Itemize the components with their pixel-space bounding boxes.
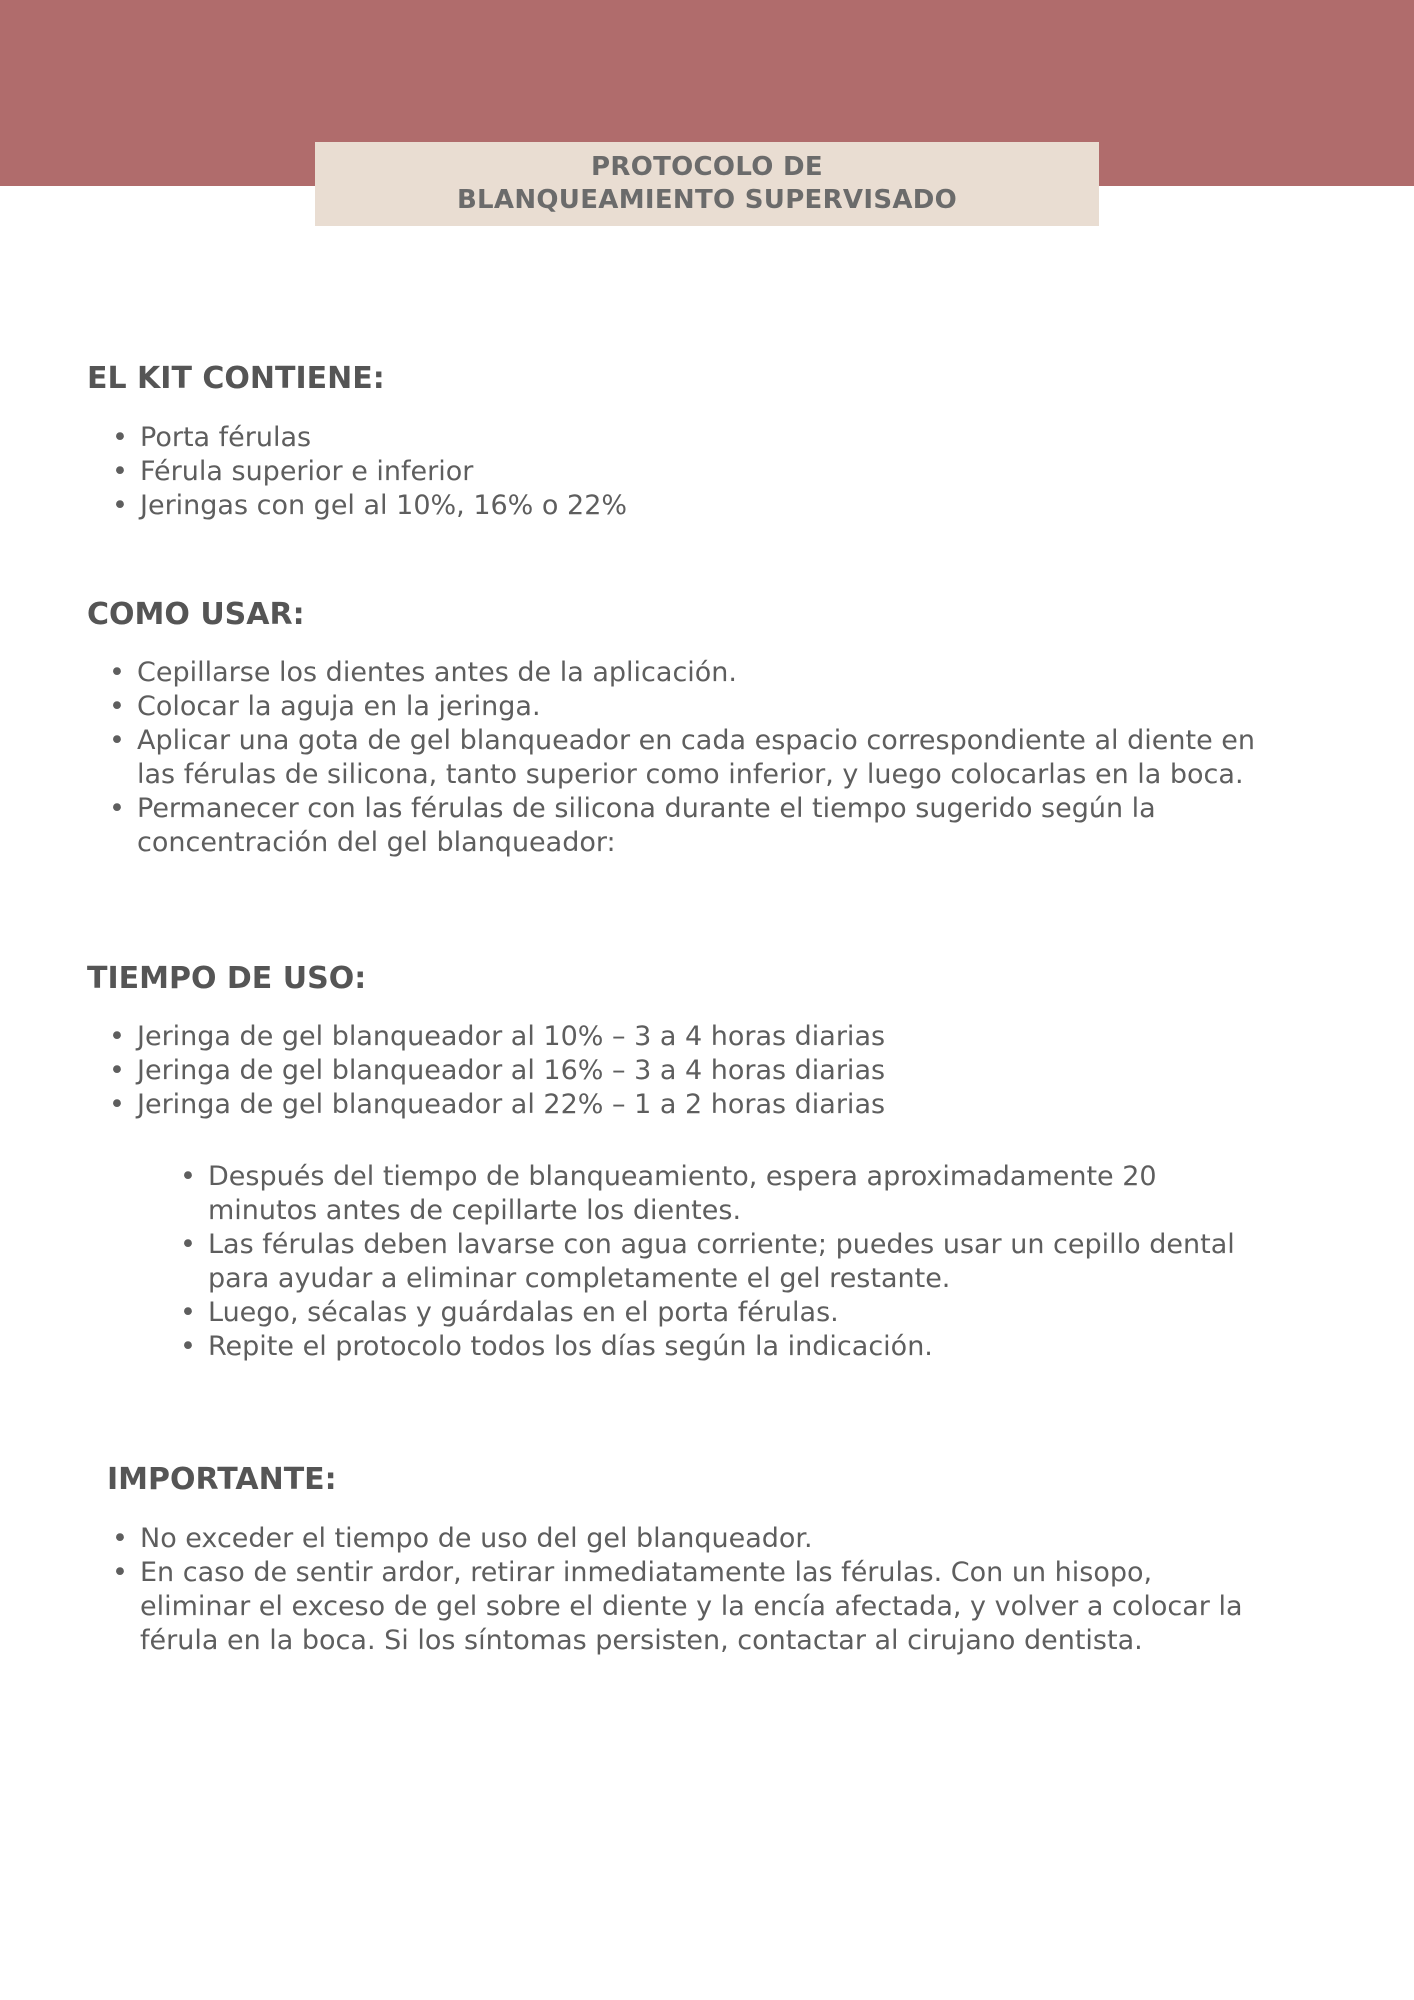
kit-heading: EL KIT CONTIENE:: [87, 361, 385, 396]
aftercare-list: [180, 1160, 1268, 1364]
usage-item: • Aplicar una gota de gel blanqueador en cada espacio correspondiente al diente en las férulas de silicona, tanto superior como inferior, y luego colocarlas en la boca.: [109, 725, 1255, 790]
usage-list: [109, 656, 1287, 860]
page-title-line-1: PROTOCOLO DE: [591, 152, 823, 182]
usage-item: • Permanecer con las férulas de silicona durante el tiempo sugerido según la concentración del gel blanqueador:: [109, 793, 1156, 858]
important-item: • En caso de sentir ardor, retirar inmediatamente las férulas. Con un hisopo, eliminar el exceso de gel sobre el diente y la encía afectada, y volver a colocar la férula en la boca. Si los síntomas persisten, contactar al cirujano dentista.: [112, 1557, 1243, 1656]
aftercare-item: • Después del tiempo de blanqueamiento, espera aproximadamente 20 minutos antes de cepillarte los dientes.: [180, 1161, 1157, 1226]
kit-item: • Férula superior e inferior: [112, 456, 474, 487]
important-list: [112, 1522, 1270, 1658]
usage-item: • Colocar la aguja en la jeringa.: [109, 691, 541, 722]
kit-list: [112, 421, 1280, 523]
aftercare-item: • Repite el protocolo todos los días según la indicación.: [180, 1331, 933, 1362]
important-item: • No exceder el tiempo de uso del gel blanqueador.: [112, 1523, 813, 1554]
kit-item: • Jeringas con gel al 10%, 16% o 22%: [112, 490, 628, 521]
time-list: [109, 1020, 1287, 1122]
time-item: • Jeringa de gel blanqueador al 10% – 3 a 4 horas diarias: [109, 1021, 886, 1052]
page-title-line-2: BLANQUEAMIENTO SUPERVISADO: [456, 185, 958, 215]
usage-item: • Cepillarse los dientes antes de la aplicación.: [109, 657, 737, 688]
time-heading: TIEMPO DE USO:: [87, 961, 367, 996]
aftercare-item: • Luego, sécalas y guárdalas en el porta férulas.: [180, 1297, 839, 1328]
time-item: • Jeringa de gel blanqueador al 22% – 1 a 2 horas diarias: [109, 1089, 886, 1120]
title-box: [315, 142, 1099, 226]
aftercare-item: • Las férulas deben lavarse con agua corriente; puedes usar un cepillo dental para ayudar a eliminar completamente el gel restante.: [180, 1229, 1235, 1294]
time-item: • Jeringa de gel blanqueador al 16% – 3 a 4 horas diarias: [109, 1055, 886, 1086]
usage-heading: COMO USAR:: [87, 597, 305, 632]
important-heading: IMPORTANTE:: [107, 1462, 337, 1497]
kit-item: • Porta férulas: [112, 422, 312, 453]
